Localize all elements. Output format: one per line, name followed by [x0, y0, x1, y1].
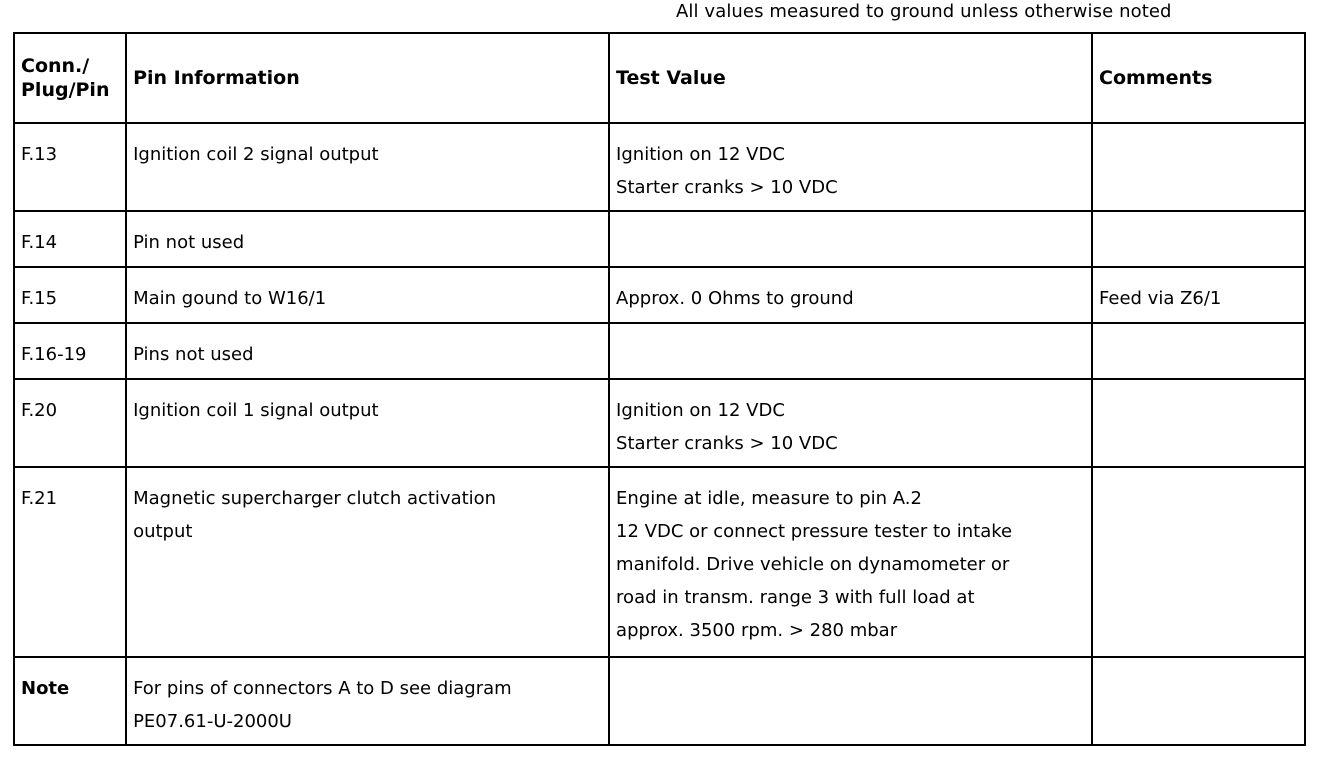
comments-cell	[1092, 467, 1305, 657]
table-row	[14, 323, 1305, 379]
pin-info-cell: Magnetic supercharger clutch activation output	[126, 467, 609, 657]
table-header-row	[14, 33, 1305, 123]
test-value-cell: Ignition on 12 VDC Starter cranks > 10 VDC	[609, 123, 1092, 211]
comments-cell	[1092, 323, 1305, 379]
pin-cell: F.20	[14, 379, 126, 467]
comments-cell	[1092, 211, 1305, 267]
header-note: All values measured to ground unless otherwise noted	[676, 1, 1172, 22]
table-row	[14, 123, 1305, 211]
pin-info-cell: Main gound to W16/1	[126, 267, 609, 323]
pin-cell: F.13	[14, 123, 126, 211]
table-row	[14, 467, 1305, 657]
column-header-comments: Comments	[1092, 33, 1305, 123]
test-value-cell: Engine at idle, measure to pin A.2 12 VDC or connect pressure tester to intake manifold. Drive vehicle on dynamometer or road in transm. range 3 with full load at approx. 3500 rpm. > 280 mbar	[609, 467, 1092, 657]
table-row	[14, 657, 1305, 745]
table-row	[14, 267, 1305, 323]
comments-cell	[1092, 123, 1305, 211]
column-header-pin-info: Pin Information	[126, 33, 609, 123]
comments-cell	[1092, 379, 1305, 467]
column-header-test-value: Test Value	[609, 33, 1092, 123]
column-header-conn: Conn./ Plug/Pin	[14, 33, 126, 123]
pin-cell: Note	[14, 657, 126, 745]
pin-info-cell: Pin not used	[126, 211, 609, 267]
test-value-cell: Ignition on 12 VDC Starter cranks > 10 VDC	[609, 379, 1092, 467]
test-value-cell: Approx. 0 Ohms to ground	[609, 267, 1092, 323]
table-row	[14, 211, 1305, 267]
comments-cell	[1092, 657, 1305, 745]
comments-cell: Feed via Z6/1	[1092, 267, 1305, 323]
pin-info-cell: Ignition coil 1 signal output	[126, 379, 609, 467]
pin-cell: F.21	[14, 467, 126, 657]
pin-table	[13, 32, 1306, 746]
pin-cell: F.15	[14, 267, 126, 323]
pin-cell: F.16-19	[14, 323, 126, 379]
pin-info-cell: For pins of connectors A to D see diagram PE07.61-U-2000U	[126, 657, 609, 745]
pin-info-cell: Pins not used	[126, 323, 609, 379]
pin-info-cell: Ignition coil 2 signal output	[126, 123, 609, 211]
table-row	[14, 379, 1305, 467]
pin-cell: F.14	[14, 211, 126, 267]
test-value-cell	[609, 211, 1092, 267]
test-value-cell	[609, 323, 1092, 379]
test-value-cell	[609, 657, 1092, 745]
